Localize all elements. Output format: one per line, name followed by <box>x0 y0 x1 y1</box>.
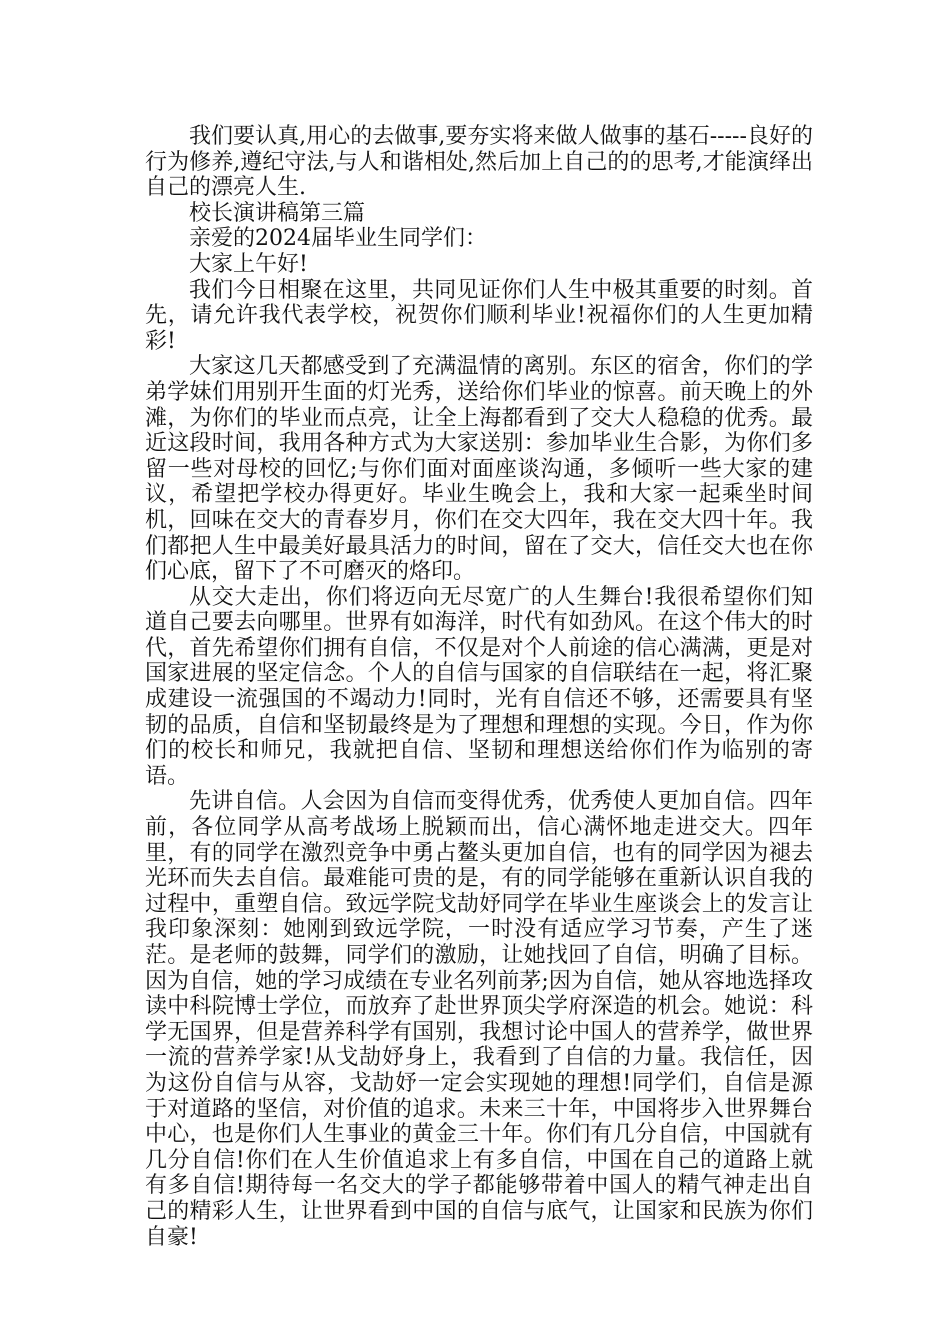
paragraph-opening: 我们今日相聚在这里，共同见证你们人生中极其重要的时刻。首先，请允许我代表学校，祝贺你们顺利毕业!祝福你们的人生更加精彩! <box>145 277 813 354</box>
document-page <box>145 124 813 1250</box>
paragraph-farewell: 大家这几天都感受到了充满温情的离别。东区的宿舍，你们的学弟学妹们用别开生面的灯光秀，送给你们毕业的惊喜。前天晚上的外滩，为你们的毕业而点亮，让全上海都看到了交大人稳稳的优秀。最近这段时间，我用各种方式为大家送别：参加毕业生合影，为你们多留一些对母校的回忆;与你们面对面座谈沟通，多倾听一些大家的建议，希望把学校办得更好。毕业生晚会上，我和大家一起乘坐时间机，回味在交大的青春岁月，你们在交大四年，我在交大四十年。我们都把人生中最美好最具活力的时间，留在了交大，信任交大也在你们心底，留下了不可磨灭的烙印。 <box>145 354 813 585</box>
salutation: 亲爱的2024届毕业生同学们： <box>189 226 487 252</box>
paragraph-conduct: 我们要认真,用心的去做事,要夯实将来做人做事的基石-----良好的行为修养,遵纪守法,与人和谐相处,然后加上自己的的思考,才能演绎出自己的漂亮人生. <box>145 124 813 201</box>
section-heading: 校长演讲稿第三篇 <box>189 200 366 226</box>
greeting: 大家上午好! <box>189 251 308 277</box>
paragraph-confidence: 先讲自信。人会因为自信而变得优秀，优秀使人更加自信。四年前，各位同学从高考战场上脱颖而出，信心满怀地走进交大。四年里，有的同学在激烈竞争中勇占鳌头更加自信，也有的同学因为褪去光环而失去自信。最难能可贵的是，有的同学能够在重新认识自我的过程中，重塑自信。致远学院戈劼妤同学在毕业生座谈会上的发言让我印象深刻：她刚到致远学院，一时没有适应学习节奏，产生了迷茫。是老师的鼓舞，同学们的激励，让她找回了自信，明确了目标。因为自信，她的学习成绩在专业名列前茅;因为自信，她从容地选择攻读中科院博士学位，而放弃了赴世界顶尖学府深造的机会。她说：科学无国界，但是营养科学有国别，我想讨论中国人的营养学，做世界一流的营养学家!从戈劼妤身上，我看到了自信的力量。我信任，因为这份自信与从容，戈劼妤一定会实现她的理想!同学们，自信是源于对道路的坚信，对价值的追求。未来三十年，中国将步入世界舞台中心，也是你们人生事业的黄金三十年。你们有几分自信，中国就有几分自信!你们在人生价值追求上有多自信，中国在自己的道路上就有多自信!期待每一名交大的学子都能够带着中国人的精气神走出自己的精彩人生，让世界看到中国的自信与底气，让国家和民族为你们自豪! <box>145 789 813 1250</box>
paragraph-stage: 从交大走出，你们将迈向无尽宽广的人生舞台!我很希望你们知道自己要去向哪里。世界有如海洋，时代有如劲风。在这个伟大的时代，首先希望你们拥有自信，不仅是对个人前途的信心满满，更是对国家进展的坚定信念。个人的自信与国家的自信联结在一起，将汇聚成建设一流强国的不竭动力!同时，光有自信还不够，还需要具有坚韧的品质，自信和坚韧最终是为了理想和理想的实现。今日，作为你们的校长和师兄，我就把自信、坚韧和理想送给你们作为临别的寄语。 <box>145 584 813 789</box>
